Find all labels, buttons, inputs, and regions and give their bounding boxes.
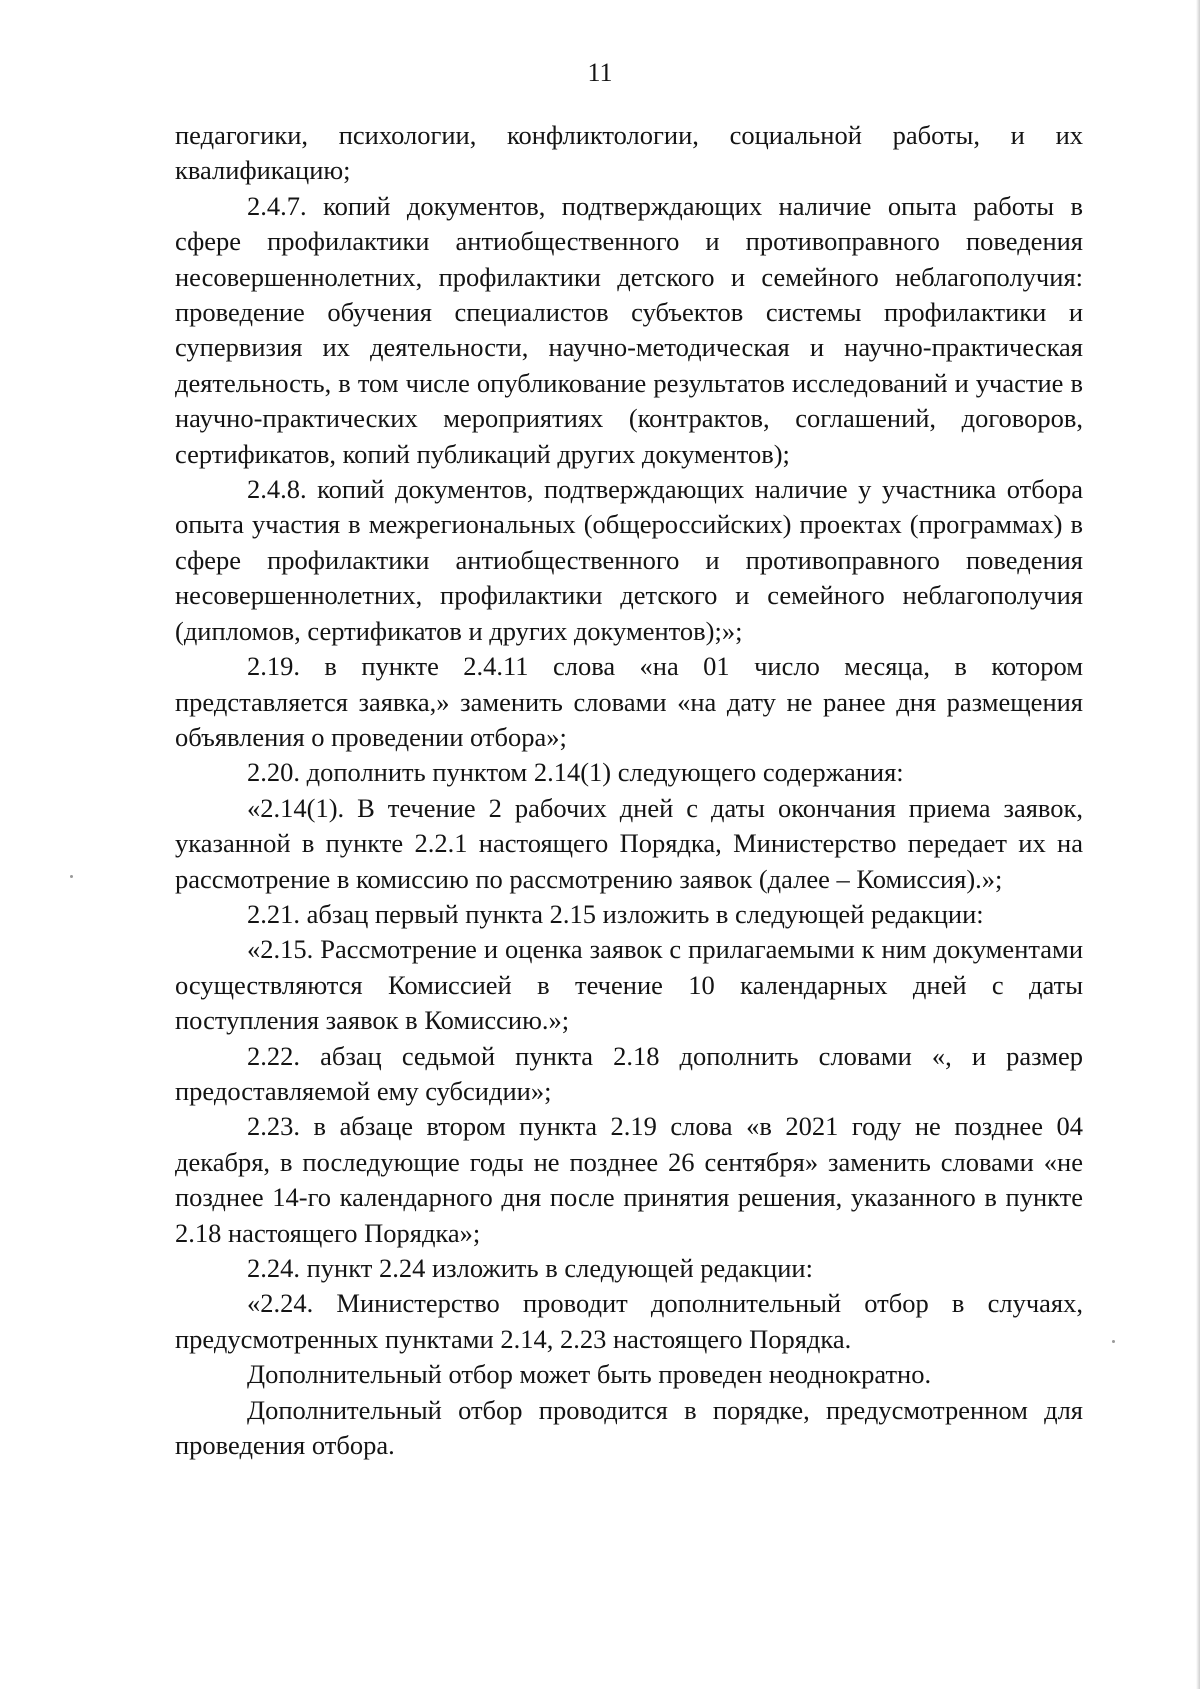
page-number: 11	[587, 58, 613, 87]
paragraph-2-4-8: 2.4.8. копий документов, подтверждающих наличие у участника отбора опыта участия в межрегиональных (общероссийских) проектах (программах) в сфере профилактики антиобщественного и противоправного поведения несовершеннолетних, профилактики детского и семейного неблагополучия (дипломов, сертификатов и других документов);»;	[175, 474, 1083, 646]
paragraph-additional-selection-repeat: Дополнительный отбор может быть проведен неоднократно.	[247, 1359, 932, 1390]
paragraph-2-4-7: 2.4.7. копий документов, подтверждающих наличие опыта работы в сфере профилактики антиобщественного и противоправного поведения несовершеннолетних, профилактики детского и семейного неблагополучия: проведение обучения специалистов субъектов системы профилактики и супервизия их деятельности, научно-методическая и научно-практическая деятельность, в том числе опубликование результатов исследований и участие в научно-практических мероприятиях (контрактов, соглашений, договоров, сертификатов, копий публикаций других документов);	[175, 190, 1083, 469]
paragraph-2-21: 2.21. абзац первый пункта 2.15 изложить в следующей редакции:	[247, 898, 984, 929]
paragraph-2-20: 2.20. дополнить пунктом 2.14(1) следующего содержания:	[247, 757, 904, 788]
paragraph-2-24: 2.24. пункт 2.24 изложить в следующей редакции:	[247, 1253, 813, 1283]
page-edge-shadow	[1196, 0, 1200, 1689]
scan-speck	[70, 875, 73, 878]
paragraph-2-15: «2.15. Рассмотрение и оценка заявок с прилагаемыми к ним документами осуществляются Комиссией в течение 10 календарных дней с даты поступления заявок в Комиссию.»;	[175, 934, 1083, 1036]
paragraph-2-19: 2.19. в пункте 2.4.11 слова «на 01 число месяца, в котором представляется заявка,» заменить словами «на дату не ранее дня размещения объявления о проведении отбора»;	[175, 651, 1083, 752]
scan-speck	[1112, 1340, 1115, 1343]
paragraph-2-24-quote: «2.24. Министерство проводит дополнительный отбор в случаях, предусмотренных пунктами 2.14, 2.23 настоящего Порядка.	[175, 1288, 1083, 1354]
paragraph-2-22: 2.22. абзац седьмой пункта 2.18 дополнить словами «, и размер предоставляемой ему субсидии»;	[175, 1040, 1083, 1106]
paragraph-2-23: 2.23. в абзаце втором пункта 2.19 слова «в 2021 году не позднее 04 декабря, в последующие годы не позднее 26 сентября» заменить словами «не позднее 14-го календарного дня после принятия решения, указанного в пункте 2.18 настоящего Порядка»;	[175, 1111, 1083, 1248]
paragraph-2-14-1: «2.14(1). В течение 2 рабочих дней с даты окончания приема заявок, указанной в пункте 2.2.1 настоящего Порядка, Министерство передает их на рассмотрение в комиссию по рассмотрению заявок (далее – Комиссия).»;	[175, 792, 1083, 894]
paragraph-additional-selection-procedure: Дополнительный отбор проводится в порядке, предусмотренном для проведения отбора.	[175, 1394, 1083, 1461]
document-body	[175, 118, 1083, 1463]
paragraph-continuation: педагогики, психологии, конфликтологии, социальной работы, и их квалификацию;	[175, 120, 1083, 186]
